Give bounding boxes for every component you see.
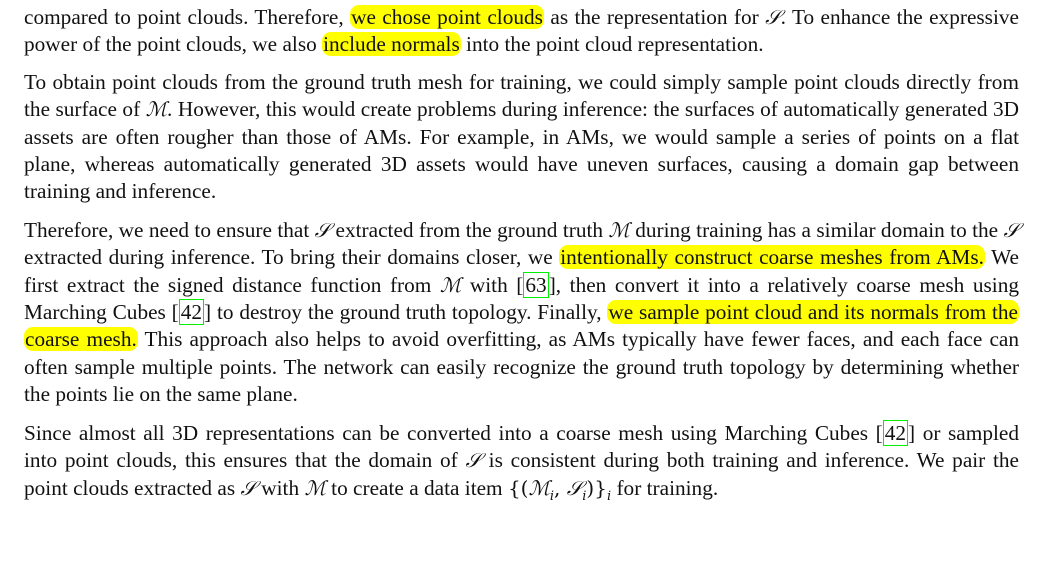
- formula-M: ℳ: [528, 475, 550, 500]
- paper-page: [24, 4, 1019, 513]
- math-symbol-M: ℳ: [304, 475, 326, 500]
- formula-subscript: i: [582, 488, 587, 504]
- text: Since almost all 3D representations can be converted into a coarse mesh using Marching Cubes [: [24, 420, 883, 445]
- highlight-chose-point-clouds: we chose point clouds: [351, 5, 543, 29]
- math-symbol-S: 𝒮: [314, 217, 331, 242]
- text: for training.: [611, 475, 719, 500]
- text: extracted from the ground truth: [330, 217, 609, 242]
- math-symbol-S: 𝒮: [240, 475, 256, 500]
- text: To obtain point clouds from the ground truth mesh for training, we could simply sample point clouds directly from the surface of: [24, 69, 1019, 122]
- text: . However, this would create problems during inference: the surfaces of automatically generated 3D assets are often rougher than those of AMs. For example, in AMs, we would sample a series of points on a flat plane, whereas automatically generated 3D assets would have uneven surfaces, causing a domain gap between training and inference.: [24, 97, 1019, 204]
- text: ] to destroy the ground truth topology. Finally,: [204, 300, 608, 325]
- math-symbol-M: ℳ: [608, 217, 630, 242]
- text: during training has a similar domain to the: [629, 217, 1004, 242]
- math-symbol-M: ℳ: [145, 97, 168, 122]
- citation-link-42[interactable]: 42: [180, 300, 203, 325]
- text: extracted during inference. To bring their domains closer, we: [24, 245, 560, 270]
- text: . To enhance the expressive power of the point clouds, we also: [24, 5, 1019, 57]
- citation-link-63[interactable]: 63: [525, 272, 547, 297]
- text: is consistent during both training and inference. We pair the point clouds extracted as: [24, 448, 1020, 500]
- highlight-include-normals: include normals: [323, 32, 460, 57]
- formula-close-brace: )}: [586, 475, 607, 500]
- text: This approach also helps to avoid overfitting, as AMs typically have fewer faces, and each face can often sample multiple points. The network can easily recognize the ground truth topology by determining whether the points lie on the same plane.: [24, 327, 1019, 407]
- math-formula-data-item: [507, 475, 612, 504]
- text: as the representation for: [543, 5, 766, 29]
- math-symbol-S: 𝒮: [1003, 217, 1020, 242]
- text: with: [255, 475, 305, 500]
- highlight-sample-point-cloud: we sample point cloud and its normals from the coarse mesh.: [25, 300, 1018, 352]
- math-symbol-M: ℳ: [439, 272, 462, 297]
- formula-subscript: i: [549, 488, 555, 504]
- text: with [: [461, 272, 524, 297]
- formula-subscript: i: [606, 488, 612, 504]
- highlight-construct-coarse-meshes: intentionally construct coarse meshes from AMs.: [560, 245, 984, 270]
- text: into the point cloud representation.: [460, 32, 764, 57]
- formula-open-brace: {(: [507, 475, 529, 500]
- text: Therefore, we need to ensure that: [24, 217, 315, 242]
- math-symbol-S: 𝒮: [465, 448, 481, 473]
- text: We first extract the signed distance function from: [24, 245, 1019, 297]
- text: to create a data item: [325, 475, 508, 500]
- text: ] or sampled into point clouds, this ensures that the domain of: [24, 420, 1019, 473]
- paragraph-1: [24, 4, 1019, 59]
- paragraph-3: [24, 217, 1019, 409]
- citation-link-42[interactable]: 42: [884, 420, 907, 445]
- formula-S: 𝒮: [566, 475, 583, 500]
- paragraph-2: [24, 69, 1019, 206]
- text: ], then convert it into a relatively coarse mesh using Marching Cubes [: [24, 272, 1019, 325]
- paragraph-4: [24, 420, 1019, 502]
- text: compared to point clouds. Therefore,: [24, 5, 351, 29]
- math-symbol-S: 𝒮: [765, 5, 781, 29]
- formula-comma: ,: [554, 475, 567, 500]
